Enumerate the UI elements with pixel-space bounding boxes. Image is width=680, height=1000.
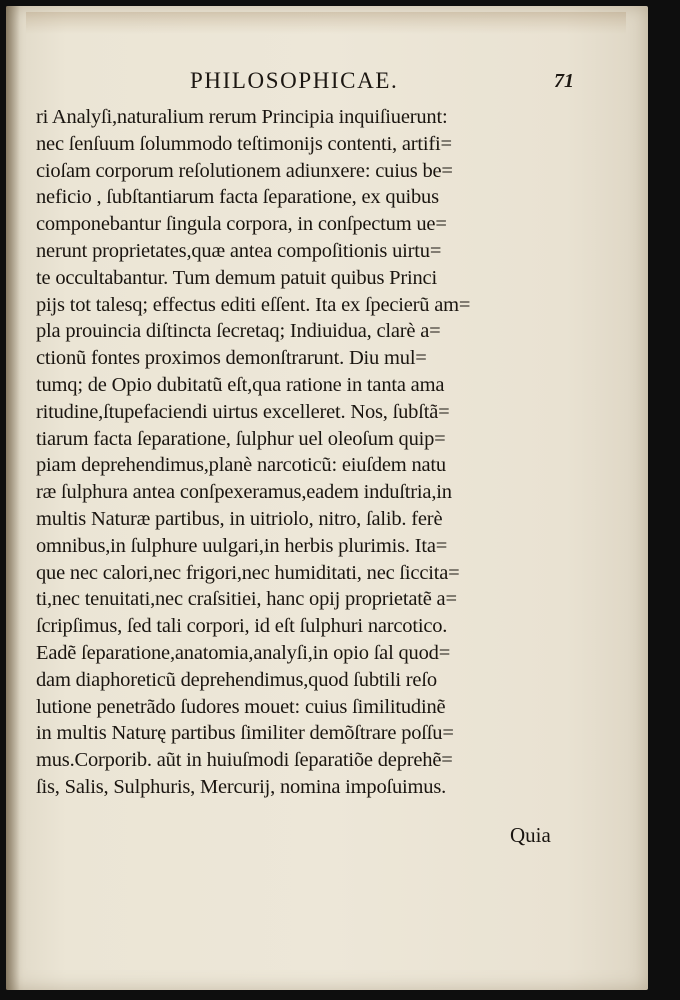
text-line: que nec calori,nec frigori,nec humiditati, nec ſiccita=: [36, 561, 460, 584]
binding-shadow: [6, 6, 20, 990]
text-line: ræ ſulphura antea conſpexeramus,eadem induſtria,in: [36, 481, 452, 504]
text-line: componebantur ſingula corpora, in conſpectum ue=: [36, 213, 447, 236]
catchword: Quia: [510, 823, 551, 847]
text-line: dam diaphoreticũ deprehendimus,quod ſubtili reſo: [36, 668, 437, 691]
text-line: piam deprehendimus,planè narcoticũ: eiuſdem natu: [36, 454, 446, 477]
text-line: nerunt proprietates,quæ antea compoſitionis uirtu=: [36, 239, 442, 262]
text-line: neficio , ſubſtantiarum facta ſeparatione, ex quibus: [36, 186, 439, 209]
text-line: ri Analyſi,naturalium rerum Principia inquiſiuerunt:: [36, 106, 448, 128]
text-line: Eadẽ ſeparatione,anatomia,analyſi,in opio ſal quod=: [36, 641, 451, 664]
text-line: ti,nec tenuitati,nec craſsitiei, hanc opij proprietatẽ a=: [36, 588, 457, 611]
text-line: multis Naturæ partibus, in uitriolo, nitro, ſalib. ferè: [36, 507, 443, 530]
text-line: ritudine,ſtupefaciendi uirtus excelleret. Nos, ſubſtã=: [36, 400, 450, 423]
paper-stain: [26, 12, 626, 34]
text-line: pijs tot talesq; effectus editi eſſent. Ita ex ſpecierũ am=: [36, 293, 471, 316]
page-header: [176, 68, 596, 102]
text-line: te occultabantur. Tum demum patuit quibus Princi: [36, 266, 437, 289]
page-number: 71: [554, 70, 574, 92]
text-line: ctionũ fontes proximos demonſtrarunt. Diu mul=: [36, 347, 427, 370]
text-line: tumq; de Opio dubitatũ eſt,qua ratione in tanta ama: [36, 373, 445, 396]
text-line: pla prouincia diſtincta ſecretaq; Indiuidua, clarè a=: [36, 320, 441, 343]
text-line: in multis Naturę partibus ſimiliter demõſtrare poſſu=: [36, 722, 454, 745]
body-text: [36, 104, 576, 801]
text-line: nec ſenſuum ſolummodo teſtimonijs contenti, artifi=: [36, 132, 452, 155]
text-line: ſcripſimus, ſed tali corpori, id eſt ſulphuri narcotico.: [36, 615, 448, 638]
text-line: tiarum facta ſeparatione, ſulphur uel oleoſum quip=: [36, 427, 446, 450]
text-line: omnibus,in ſulphure uulgari,in herbis plurimis. Ita=: [36, 534, 448, 557]
text-line: mus.Corporib. aũt in huiuſmodi ſeparatiõe deprehẽ=: [36, 749, 453, 772]
running-head: PHILOSOPHICAE.: [190, 68, 399, 93]
text-line: cioſam corporum reſolutionem adiunxere: cuius be=: [36, 159, 453, 182]
text-line: ſis, Salis, Sulphuris, Mercurij, nomina impoſuimus.: [36, 775, 447, 798]
text-line: lutione penetrãdo ſudores mouet: cuius ſimilitudinẽ: [36, 695, 446, 718]
